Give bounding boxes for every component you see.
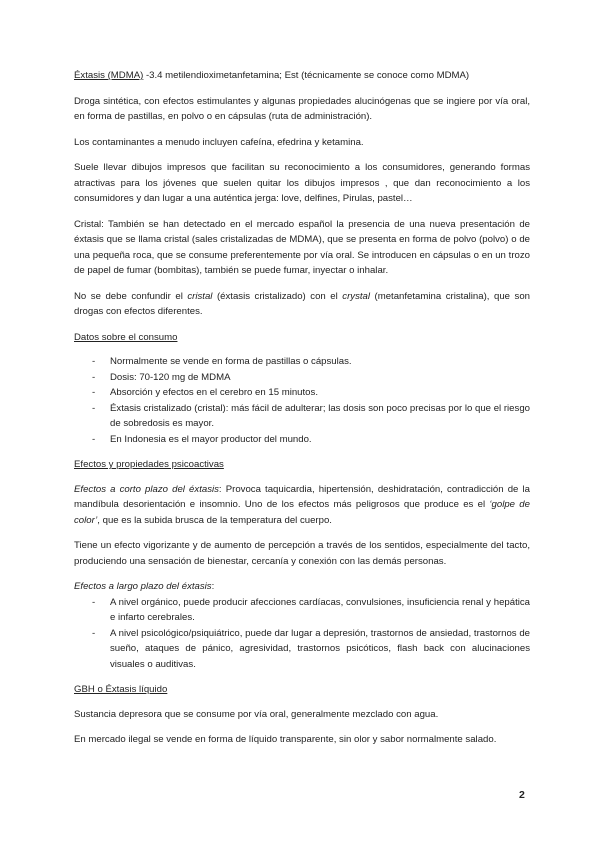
- list-item: - Éxtasis cristalizado (cristal): más fácil de adulterar; las dosis son poco precisas por lo que el riesgo de sobredosis es mayor.: [110, 401, 530, 432]
- section-heading-gbh: [74, 682, 530, 698]
- paragraph-contaminants: Los contaminantes a menudo incluyen cafeína, efedrina y ketamina.: [74, 136, 364, 148]
- p5-text-a: No se debe confundir el: [74, 290, 188, 302]
- paragraph-gbh-2: En mercado ilegal se vende en forma de líquido transparente, sin olor y sabor normalmente salado.: [74, 734, 497, 745]
- section-heading-efectos: [74, 457, 530, 473]
- list-item: - Absorción y efectos en el cerebro en 15 minutos.: [110, 385, 530, 401]
- consumo-list: [74, 354, 530, 447]
- long-term-label: Efectos a largo plazo del éxtasis: [74, 581, 212, 592]
- paragraph-cristal-vs-crystal: [74, 289, 530, 320]
- list-item: - Dosis: 70-120 mg de MDMA: [110, 370, 530, 386]
- consumo-heading-text: Datos sobre el consumo: [74, 331, 178, 343]
- list-item: - Normalmente se vende en forma de pastillas o cápsulas.: [110, 354, 530, 370]
- gbh-heading-text: GBH o Éxtasis líquido: [74, 684, 168, 695]
- short-term-label: Efectos a corto plazo del éxtasis: [74, 483, 219, 495]
- short-term-text-b: , que es la subida brusca de la temperatura del cuerpo.: [97, 514, 332, 526]
- paragraph-vigorizing: Tiene un efecto vigorizante y de aumento de percepción a través de los sentidos, especialmente del tacto, produciendo una sensación de bienestar, cercanía y conexión con las demás personas.: [74, 540, 530, 567]
- list-item: - En Indonesia es el mayor productor del mundo.: [110, 432, 530, 448]
- paragraph-short-term: [74, 482, 530, 529]
- section-heading-consumo: [74, 330, 530, 346]
- p5-text-e: (metanfetamina cristalina), que son drogas con efectos diferentes.: [74, 290, 530, 317]
- intro-term: Éxtasis (MDMA): [74, 70, 144, 81]
- list-item: - A nivel psicológico/psiquiátrico, puede dar lugar a depresión, trastornos de ansiedad, trastornos de sueño, ataques de pánico, agresividad, trastornos psicóticos, flash back con alucinaciones visuales o auditivas.: [110, 626, 530, 673]
- long-term-colon: :: [211, 581, 215, 592]
- list-item: - A nivel orgánico, puede producir afecciones cardíacas, convulsiones, insuficiencia renal y hepática e infarto cerebrales.: [110, 595, 530, 626]
- paragraph-printed-designs: Suele llevar dibujos impresos que facilitan su reconocimiento a los consumidores, generando formas atractivas para los jóvenes que suelen quitar los dibujos impresos , que dan reconocimiento a los consumidores y dan lugar a una auténtica jerga: love, delfines, Pirulas, pastel…: [74, 162, 530, 204]
- page-number: 2: [519, 789, 525, 801]
- paragraph-description: Droga sintética, con efectos estimulantes y algunas propiedades alucinógenas que se ingiere por vía oral, en forma de pastillas, en polvo o en cápsulas (ruta de administración).: [74, 95, 530, 122]
- p5-em-crystal: crystal: [342, 290, 370, 302]
- intro-line: [74, 68, 530, 84]
- intro-definition: -3.4 metilendioximetanfetamina; Est (técnicamente se conoce como MDMA): [143, 70, 470, 81]
- paragraph-gbh-1: Sustancia depresora que se consume por vía oral, generalmente mezclado con agua.: [74, 708, 439, 720]
- short-term-em: ‘golpe de color’: [74, 499, 530, 526]
- short-term-text-a: : Provoca taquicardia, hipertensión, deshidratación, contradicción de la mandíbula desorientación e insomnio. Uno de los efectos más peligrosos que produce es el: [74, 483, 530, 510]
- long-term-heading: [74, 579, 530, 595]
- p5-em-cristal: cristal: [187, 290, 213, 302]
- p5-text-c: (éxtasis cristalizado) con el: [212, 290, 343, 302]
- document-page: [74, 68, 530, 758]
- long-term-list: [74, 595, 530, 673]
- efectos-heading-text: Efectos y propiedades psicoactivas: [74, 459, 224, 470]
- paragraph-cristal: Cristal: También se han detectado en el mercado español la presencia de una nueva presentación de éxtasis que se llama cristal (sales cristalizadas de MDMA), que se presenta en forma de polvo (polvo) o de una pequeña roca, que se consume preferentemente por vía oral. Se introducen en cápsulas o en un trozo de papel de fumar (bombitas), también se puede fumar, inyectar o inhalar.: [74, 218, 530, 276]
